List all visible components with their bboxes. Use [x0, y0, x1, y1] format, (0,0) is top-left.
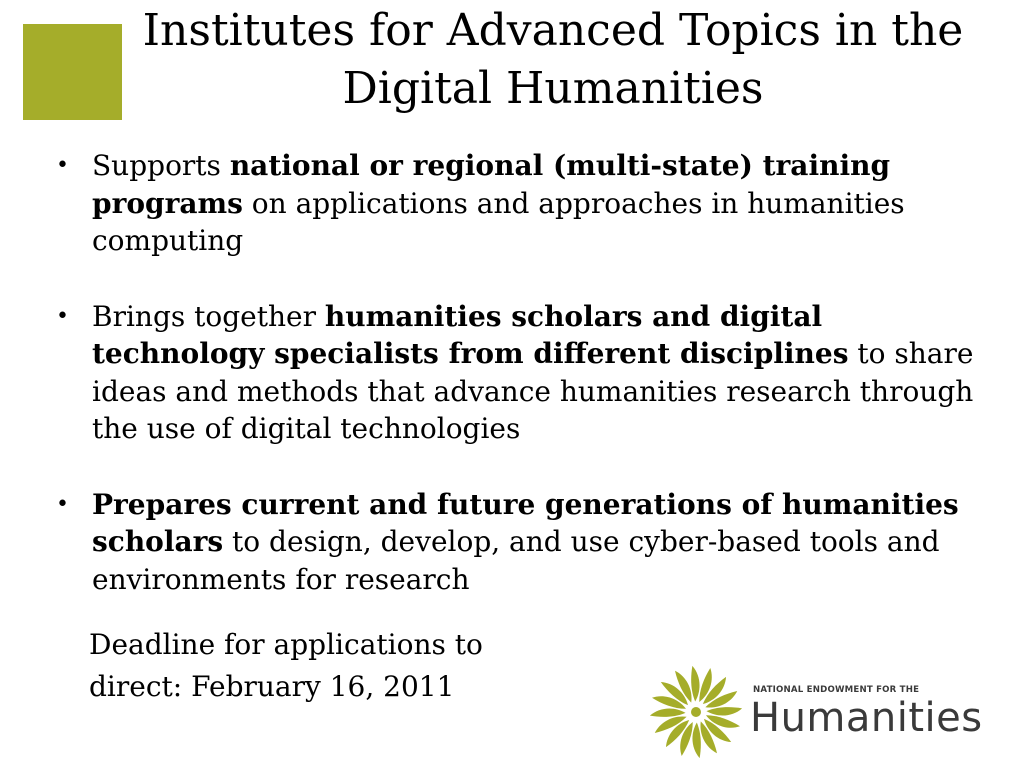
bullet-text-plain: Supports [92, 149, 230, 182]
bullet-marker: • [56, 491, 69, 517]
bullet-text-plain: Brings together [92, 299, 325, 333]
logo-big-text: Humanities [750, 695, 983, 741]
deadline-note [89, 624, 569, 708]
bullet-text-plain: on applications and approaches in humanities computing [92, 186, 905, 257]
bullet-text-plain: to share ideas and methods that advance humanities research through the use of digital technologies [92, 337, 974, 445]
bullet-marker: • [56, 303, 69, 329]
bullet-text-bold: Prepares current and future generations of humanities scholars [92, 487, 959, 558]
sunburst-logo-icon [650, 666, 742, 758]
bullet-marker: • [56, 153, 69, 178]
deadline-line: Deadline for applications to [89, 628, 483, 661]
bullet-text-bold: national or regional (multi-state) training programs [92, 149, 891, 220]
bullet-text-bold: humanities scholars and digital technology specialists from different disciplines [92, 299, 849, 370]
accent-square [23, 24, 122, 120]
bullet-list [56, 147, 976, 636]
bullet-item [56, 147, 976, 260]
logo-small-text: NATIONAL ENDOWMENT FOR THE [753, 685, 920, 695]
bullet-item [56, 298, 976, 448]
slide-title: Institutes for Advanced Topics in the Digital Humanities [142, 5, 964, 114]
deadline-line: direct: February 16, 2011 [89, 670, 455, 703]
bullet-item [56, 486, 976, 599]
bullet-text-plain: to design, develop, and use cyber-based tools and environments for research [92, 525, 940, 596]
neh-logo [650, 666, 1000, 758]
